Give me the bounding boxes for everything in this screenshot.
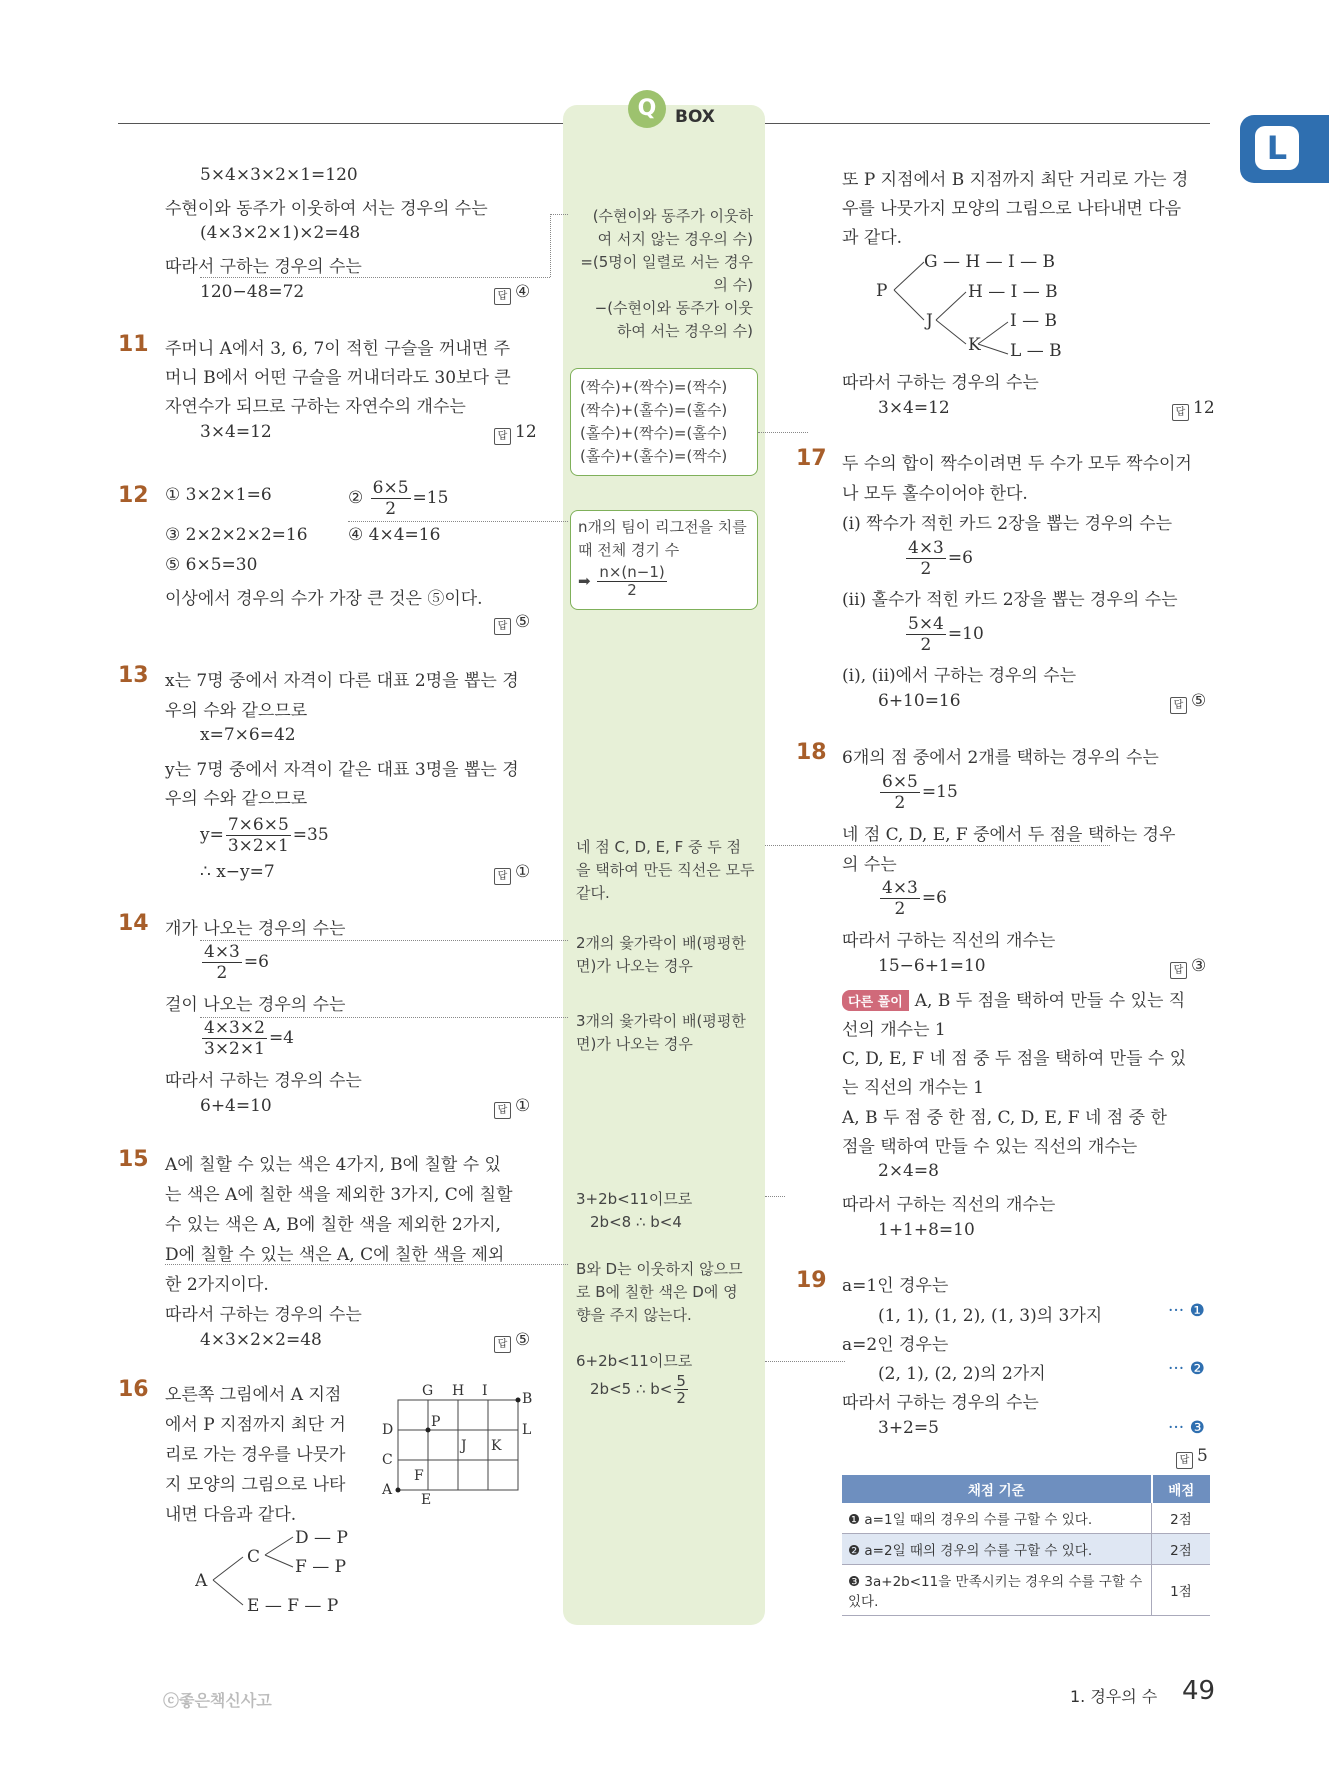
publisher-credit: ⓒ좋은책신사고 — [163, 1691, 272, 1710]
p12-choice5: ⑤ 6×5=30 — [165, 555, 258, 575]
p18-alt-line4: 는 직선의 개수는 1 — [842, 1078, 984, 1098]
p18-frac2: $\frac{4\times 3}{2}$ =6 — [882, 878, 947, 919]
p14-frac2: $\frac{4\times 3\times 2}{3\times 2\times 1}$ =4 — [204, 1018, 294, 1059]
tree-node: K — [968, 335, 981, 355]
p13-line4: y는 7명 중에서 자격이 같은 대표 3명을 뽑는 경 — [165, 760, 519, 780]
criteria-cell: ❷ a=2일 때의 경우의 수를 구할 수 있다. — [842, 1534, 1152, 1565]
criteria-cell: ❶ a=1일 때의 경우의 수를 구할 수 있다. — [842, 1503, 1152, 1534]
scoring-header-criteria: 채점 기준 — [842, 1475, 1152, 1503]
grid-label: A — [382, 1482, 393, 1498]
p14-line2: 걸이 나오는 경우의 수는 — [165, 995, 346, 1015]
p16-number: 16 — [118, 1377, 149, 1402]
qnote-4: 네 점 C, D, E, F 중 두 점 을 택하여 만든 직선은 모두 같다. — [576, 838, 755, 902]
p15-line3: 수 있는 색은 A, B에 칠한 색을 제외한 2가지, — [165, 1215, 501, 1235]
leader-line — [200, 1017, 568, 1018]
p12-line1: 이상에서 경우의 수가 가장 큰 것은 ⑤이다. — [165, 589, 483, 609]
leader-line — [165, 1264, 568, 1265]
p16-line2: 에서 P 지점까지 최단 거 — [165, 1415, 346, 1435]
grid-label: E — [421, 1492, 432, 1505]
grid-label: J — [461, 1438, 467, 1454]
criteria-cell: ❸ 3a+2b<11을 만족시키는 경우의 수를 구할 수 있다. — [842, 1565, 1152, 1616]
fraction: $\frac{5\times 4}{2}$ — [908, 614, 944, 655]
fraction: $\frac{4\times 3}{2}$ — [204, 942, 240, 983]
tree-node: P — [876, 281, 888, 301]
tree-node: H — I — B — [968, 282, 1058, 302]
p19-number: 19 — [796, 1268, 827, 1293]
p10-line4: 따라서 구하는 경우의 수는 — [165, 257, 362, 277]
p19-marker2: ··· ❷ — [1168, 1359, 1205, 1379]
fraction: $\frac{4\times 3}{2}$ — [882, 878, 918, 919]
p14-number: 14 — [118, 911, 149, 936]
tree-node: F — P — [295, 1557, 347, 1577]
p19-line5: 따라서 구하는 경우의 수는 — [842, 1393, 1039, 1413]
qnote-3: n개의 팀이 리그전을 치를 때 전체 경기 수 ➡ $\frac{n\times(n-1)}{2}$ — [578, 518, 747, 599]
p19-marker1: ··· ❶ — [1168, 1301, 1205, 1321]
p16c-line1: 또 P 지점에서 B 지점까지 최단 거리로 가는 경 — [842, 170, 1189, 190]
p18-line1: 6개의 점 중에서 2개를 택하는 경우의 수는 — [842, 748, 1159, 768]
p16c-line5: 3×4=12 — [878, 398, 950, 418]
p18-number: 18 — [796, 740, 827, 765]
p13-line1: x는 7명 중에서 자격이 다른 대표 2명을 뽑는 경 — [165, 671, 519, 691]
p12-choice4: ④ 4×4=16 — [348, 525, 441, 545]
p13-line6: y= $\frac{7\times 6\times 5}{3\times 2\times 1}$ =35 — [200, 815, 329, 856]
p14-frac1: $\frac{4\times 3}{2}$ =6 — [204, 942, 269, 983]
p12-choice3: ③ 2×2×2×2=16 — [165, 525, 308, 545]
p17-line5: (i), (ii)에서 구하는 경우의 수는 — [842, 666, 1077, 686]
fraction: $\frac{5}{2}$ — [676, 1372, 686, 1407]
grid-label: K — [491, 1438, 502, 1454]
qnote-9: 6+2b<11이므로 2b<5 ∴ b< $\frac{5}{2}$ — [576, 1352, 693, 1407]
answer-icon: 답 — [494, 1102, 511, 1119]
p16c-line3: 과 같다. — [842, 228, 903, 248]
grid-label: D — [382, 1422, 394, 1438]
p14-answer: 답 ① — [494, 1096, 530, 1119]
leader-line — [765, 1196, 785, 1197]
grid-label: H — [452, 1383, 465, 1399]
p12-choice2: ② $\frac{6\times 5}{2}$ =15 — [348, 478, 449, 519]
p11-answer: 답 12 — [494, 422, 537, 445]
p14-line3: 따라서 구하는 경우의 수는 — [165, 1071, 362, 1091]
chapter-tab-letter: L — [1255, 126, 1299, 170]
scoring-table — [842, 1475, 1210, 1616]
p18-alt-line1: 다른 풀이 A, B 두 점을 택하여 만들 수 있는 직 — [842, 986, 1185, 1011]
answer-icon: 답 — [1170, 697, 1187, 714]
p17-line1: 두 수의 합이 짝수이려면 두 수가 모두 짝수이거 — [842, 454, 1192, 474]
answer-icon: 답 — [494, 868, 511, 885]
table-row — [842, 1565, 1210, 1616]
p14-line4: 6+4=10 — [200, 1096, 272, 1116]
p10-line1: 5×4×3×2×1=120 — [200, 165, 358, 185]
qnote-2: (짝수)+(짝수)=(짝수) (짝수)+(홀수)=(홀수) (홀수)+(짝수)=(홀수) (홀수)+(홀수)=(짝수) — [580, 378, 728, 465]
p11-number: 11 — [118, 332, 149, 357]
p18-answer: 답 ③ — [1170, 956, 1206, 979]
p18-alt-line9: 1+1+8=10 — [878, 1220, 975, 1240]
p18-alt-line2: 선의 개수는 1 — [842, 1020, 946, 1040]
tree-diagram-p-to-b — [874, 248, 1104, 363]
p19-marker3: ··· ❸ — [1168, 1418, 1205, 1438]
p13-line7: ∴ x−y=7 — [200, 862, 275, 882]
answer-icon: 답 — [1172, 404, 1189, 421]
fraction: $\frac{4\times 3}{2}$ — [908, 538, 944, 579]
tree-diagram-a-to-p — [195, 1525, 395, 1615]
q-box-icon: Q — [628, 90, 666, 128]
p16c-line2: 우를 나뭇가지 모양의 그림으로 나타내면 다음 — [842, 199, 1182, 219]
p10-line2: 수현이와 동주가 이웃하여 서는 경우의 수는 — [165, 199, 488, 219]
p17-answer: 답 ⑤ — [1170, 691, 1206, 714]
p17-number: 17 — [796, 446, 827, 471]
p18-line2: 네 점 C, D, E, F 중에서 두 점을 택하는 경우 — [842, 825, 1176, 845]
tree-node: E — F — P — [247, 1596, 339, 1615]
p17-line4: (ii) 홀수가 적힌 카드 2장을 뽑는 경우의 수는 — [842, 590, 1178, 610]
tree-node: A — [195, 1571, 208, 1591]
fraction: $\frac{6\times 5}{2}$ — [882, 772, 918, 813]
fraction: $\frac{n\times(n-1)}{2}$ — [599, 563, 665, 599]
p17-line3: (i) 짝수가 적힌 카드 2장을 뽑는 경우의 수는 — [842, 514, 1173, 534]
p12-number: 12 — [118, 483, 149, 508]
p17-frac1: $\frac{4\times 3}{2}$ =6 — [908, 538, 973, 579]
fraction: $\frac{4\times 3\times 2}{3\times 2\times 1}$ — [204, 1018, 265, 1059]
tree-node: G — H — I — B — [924, 252, 1056, 272]
tree-node: J — [926, 311, 933, 331]
p15-line7: 4×3×2×2=48 — [200, 1330, 322, 1350]
table-row — [842, 1503, 1210, 1534]
p11-line2: 머니 B에서 어떤 구슬을 꺼내더라도 30보다 큰 — [165, 368, 511, 388]
p18-alt-line3: C, D, E, F 네 점 중 두 점을 택하여 만들 수 있 — [842, 1049, 1187, 1069]
points-cell: 2점 — [1152, 1503, 1211, 1534]
arrow-icon: ➡ — [578, 572, 591, 590]
p16c-line4: 따라서 구하는 경우의 수는 — [842, 373, 1039, 393]
answer-icon: 답 — [494, 428, 511, 445]
p16-line3: 리로 가는 경우를 나뭇가 — [165, 1445, 346, 1465]
p11-line4: 3×4=12 — [200, 422, 272, 442]
p12-answer: 답 ⑤ — [494, 612, 530, 635]
q-box-label: BOX — [675, 107, 715, 127]
leader-line — [550, 214, 568, 215]
page-number: 49 — [1182, 1676, 1216, 1706]
p17-line2: 나 모두 홀수이어야 한다. — [842, 484, 1028, 504]
table-row — [842, 1534, 1210, 1565]
p13-answer: 답 ① — [494, 862, 530, 885]
p15-line5: 한 2가지이다. — [165, 1275, 269, 1295]
p15-line6: 따라서 구하는 경우의 수는 — [165, 1305, 362, 1325]
answer-icon: 답 — [494, 1336, 511, 1353]
answer-icon: 답 — [494, 288, 511, 305]
p13-number: 13 — [118, 663, 149, 688]
p16-answer: 답 12 — [1172, 398, 1215, 421]
answer-icon: 답 — [1176, 1452, 1193, 1469]
answer-icon: 답 — [1170, 962, 1187, 979]
leader-line — [200, 277, 550, 278]
p19-line3: a=2인 경우는 — [842, 1335, 949, 1355]
p18-alt-line6: 점을 택하여 만들 수 있는 직선의 개수는 — [842, 1137, 1138, 1157]
grid-label: B — [522, 1391, 533, 1407]
p18-alt-line7: 2×4=8 — [878, 1161, 939, 1181]
grid-label: P — [431, 1414, 441, 1430]
leader-line — [550, 214, 551, 277]
qnote-5: 2개의 윷가락이 배(평평한 면)가 나오는 경우 — [576, 934, 746, 975]
p15-number: 15 — [118, 1147, 149, 1172]
qnote-6: 3개의 윷가락이 배(평평한 면)가 나오는 경우 — [576, 1012, 746, 1053]
p11-line3: 자연수가 되므로 구하는 자연수의 개수는 — [165, 397, 466, 417]
leader-line — [765, 845, 1110, 846]
grid-label: F — [414, 1468, 424, 1484]
tree-node: L — B — [1010, 341, 1062, 361]
p13-line2: 우의 수와 같으므로 — [165, 701, 308, 721]
grid-figure — [378, 1380, 538, 1505]
p15-line4: D에 칠할 수 있는 색은 A, C에 칠한 색을 제외 — [165, 1245, 505, 1265]
p18-line3: 의 수는 — [842, 855, 897, 875]
p14-line1: 개가 나오는 경우의 수는 — [165, 919, 346, 939]
p19-line2: (1, 1), (1, 2), (1, 3)의 3가지 — [878, 1306, 1103, 1326]
p15-line2: 는 색은 A에 칠한 색을 제외한 3가지, C에 칠할 — [165, 1185, 513, 1205]
fraction: $\frac{6\times 5}{2}$ — [372, 478, 409, 519]
p10-line3: (4×3×2×1)×2=48 — [200, 223, 361, 243]
p18-line4: 따라서 구하는 직선의 개수는 — [842, 931, 1056, 951]
p18-alt-line8: 따라서 구하는 직선의 개수는 — [842, 1195, 1056, 1215]
answer-icon: 답 — [494, 618, 511, 635]
p19-line6: 3+2=5 — [878, 1418, 939, 1438]
p12-choice1: ① 3×2×1=6 — [165, 485, 272, 505]
p19-answer: 답 5 — [1176, 1446, 1208, 1469]
p15-line1: A에 칠할 수 있는 색은 4가지, B에 칠할 수 있 — [165, 1155, 501, 1175]
tree-node: D — P — [295, 1528, 348, 1548]
p18-line5: 15−6+1=10 — [878, 956, 986, 976]
grid-label: I — [482, 1383, 488, 1399]
p16-line5: 내면 다음과 같다. — [165, 1505, 297, 1525]
qnote-7: 3+2b<11이므로 2b<8 ∴ b<4 — [576, 1190, 693, 1231]
leader-line — [758, 432, 808, 433]
leader-line — [765, 1361, 845, 1362]
points-cell: 1점 — [1152, 1565, 1211, 1616]
tree-node: C — [247, 1547, 261, 1567]
p10-line5: 120−48=72 — [200, 282, 305, 302]
p19-line1: a=1인 경우는 — [842, 1276, 949, 1296]
p16-line1: 오른쪽 그림에서 A 지점 — [165, 1385, 342, 1405]
p16-line4: 지 모양의 그림으로 나타 — [165, 1475, 346, 1495]
p17-frac2: $\frac{5\times 4}{2}$ =10 — [908, 614, 984, 655]
qnote-8: B와 D는 이웃하지 않으므 로 B에 칠한 색은 D에 영 향을 주지 않는다. — [576, 1260, 743, 1324]
grid-label: C — [382, 1452, 393, 1468]
fraction: $\frac{7\times 6\times 5}{3\times 2\times 1}$ — [227, 815, 289, 856]
tree-node: I — B — [1010, 311, 1058, 331]
p10-answer: 답 ④ — [494, 282, 530, 305]
p19-line4: (2, 1), (2, 2)의 2가지 — [878, 1364, 1046, 1384]
scoring-header-points: 배점 — [1152, 1475, 1211, 1503]
p13-line5: 우의 수와 같으므로 — [165, 789, 308, 809]
grid-label: G — [422, 1383, 434, 1399]
section-title: 1. 경우의 수 — [1070, 1687, 1158, 1706]
qnote-1: (수현이와 동주가 이웃하 여 서지 않는 경우의 수) =(5명이 일렬로 서는 경우 의 수) −(수현이와 동주가 이웃 하여 서는 경우의 수) — [580, 207, 753, 340]
other-solution-badge: 다른 풀이 — [842, 990, 909, 1011]
points-cell: 2점 — [1152, 1534, 1211, 1565]
leader-line — [348, 521, 568, 522]
p18-frac1: $\frac{6\times 5}{2}$ =15 — [882, 772, 958, 813]
p15-answer: 답 ⑤ — [494, 1330, 530, 1353]
p18-alt-line5: A, B 두 점 중 한 점, C, D, E, F 네 점 중 한 — [842, 1108, 1167, 1128]
p17-line6: 6+10=16 — [878, 691, 961, 711]
p11-line1: 주머니 A에서 3, 6, 7이 적힌 구슬을 꺼내면 주 — [165, 339, 511, 359]
p13-line3: x=7×6=42 — [200, 725, 296, 745]
leader-line — [200, 940, 568, 941]
grid-label: L — [522, 1422, 532, 1438]
